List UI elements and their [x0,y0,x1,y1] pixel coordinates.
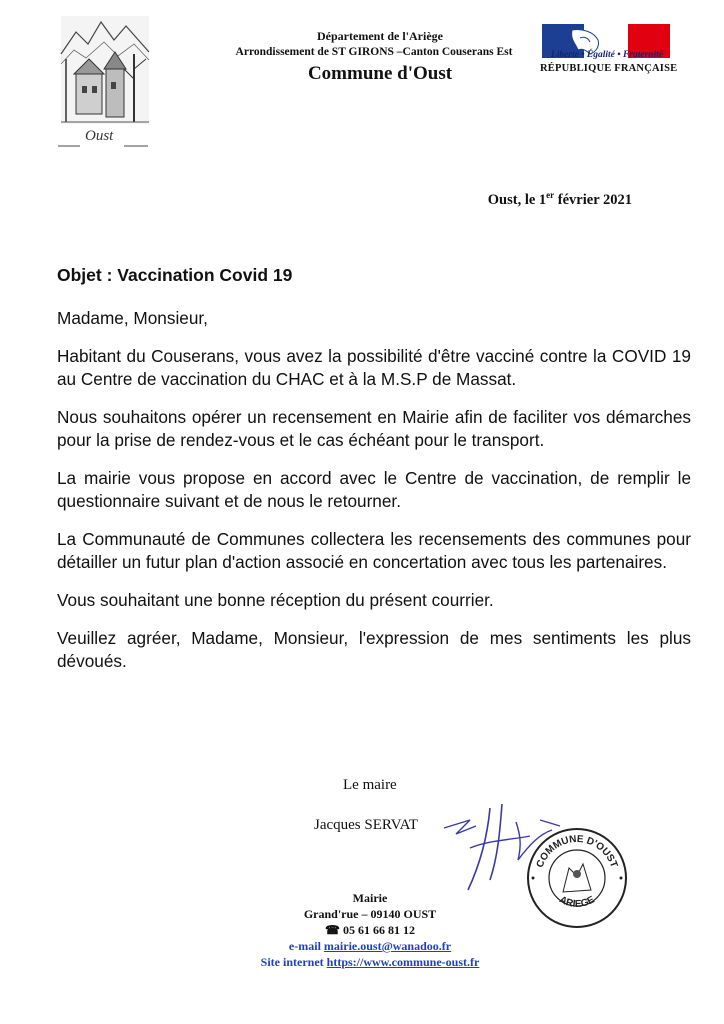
date-superscript: er [546,190,555,200]
paragraph: La mairie vous propose en accord avec le Centre de vaccination, de remplir le questionnaire suivant et de nous le retourner. [57,468,691,511]
logo-caption: Oust [85,128,114,144]
republic-motto: Liberté • Égalité • Fraternité [550,50,664,60]
email-label: e-mail [288,939,324,953]
paragraph: Veuillez agréer, Madame, Monsieur, l'expression de mes sentiments les plus dévoués. [57,628,691,671]
footer-phone: 05 61 66 81 12 [342,923,415,937]
phone-icon: ☎ [325,923,340,937]
commune-name: Commune d'Oust [307,63,453,84]
stamp-top-text: COMMUNE D'OUST [534,833,620,870]
letter-body [57,307,691,688]
letterhead-center [230,28,530,86]
paragraph: Nous souhaitons opérer un recensement en Mairie afin de faciliter vos démarches pour la prise de rendez-vous et le cas échéant pour le transport. [57,407,691,450]
svg-text:ARIEGE [557,894,596,910]
website-label: Site internet [260,955,327,969]
arrondissement: Arrondissement de ST GIRONS –Canton Couserans Est [235,46,513,58]
mayor-name: Jacques SERVAT [314,817,418,833]
department: Département de l'Ariège [317,29,443,43]
paragraph: Vous souhaitant une bonne réception du présent courrier. [57,590,494,610]
letter-date [488,190,632,209]
paragraph: La Communauté de Communes collectera les recensements des communes pour détailler un futur plan d'action associé en concertation avec tous les partenaires. [57,529,691,572]
commune-stamp [525,826,629,930]
website-link[interactable]: https://www.commune-oust.fr [326,955,480,969]
footer-address: Grand'rue – 09140 OUST [303,907,437,921]
footer-name: Mairie [352,891,388,905]
footer-email-line [240,938,500,954]
paragraph: Habitant du Couserans, vous avez la possibilité d'être vacciné contre la COVID 19 au Centre de vaccination du CHAC et à la M.S.P de Massat. [57,346,691,389]
letter-subject: Objet : Vaccination Covid 19 [57,265,293,285]
mayor-title: Le maire [343,777,397,793]
republique-francaise: RÉPUBLIQUE FRANÇAISE [540,63,678,74]
footer-phone-line [240,922,500,938]
footer-contact [240,890,500,970]
date-suffix: février 2021 [554,191,632,208]
date-prefix: Oust, le 1 [487,191,547,208]
salutation: Madame, Monsieur, [57,308,208,328]
email-link[interactable]: mairie.oust@wanadoo.fr [323,939,452,953]
footer-website-line [240,954,500,970]
stamp-bottom-text: ARIEGE [557,894,597,910]
